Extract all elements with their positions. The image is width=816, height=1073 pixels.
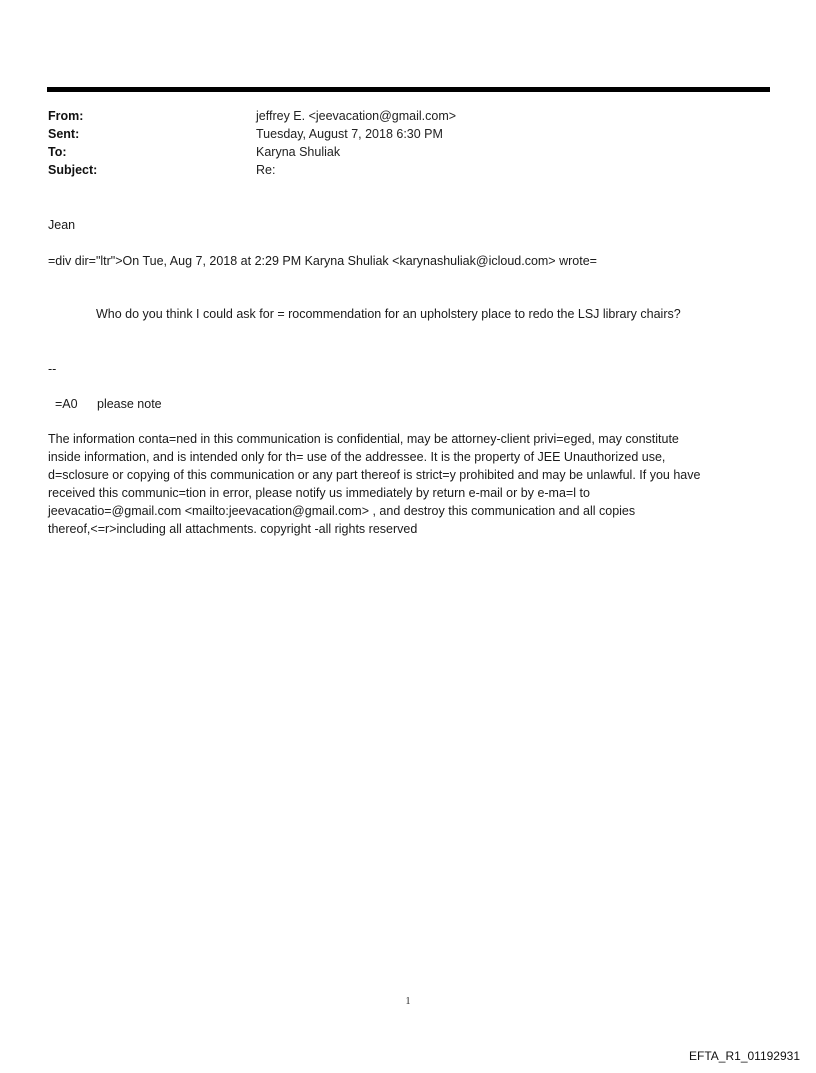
email-header [48, 107, 768, 179]
sent-row [48, 125, 768, 143]
header-divider [47, 87, 770, 92]
disclaimer-line: The information conta=ned in this communication is confidential, may be attorney-client privi=eged, may constitute [48, 432, 679, 446]
disclaimer-line: received this communic=tion in error, please notify us immediately by return e-mail or by e-ma=l to [48, 486, 590, 500]
sent-label: Sent: [48, 127, 80, 141]
page-number: 1 [405, 996, 411, 1007]
note-text: please note [97, 397, 162, 411]
from-row [48, 107, 768, 125]
subject-label: Subject: [48, 163, 98, 177]
signature-separator: -- [48, 362, 57, 376]
to-row [48, 143, 768, 161]
sent-value: Tuesday, August 7, 2018 6:30 PM [256, 127, 443, 141]
disclaimer-line: d=sclosure or copying of this communication or any part thereof is strict=y prohibited and may be unlawful. If you have [48, 468, 701, 482]
quoted-message: Who do you think I could ask for = rocommendation for an upholstery place to redo the LSJ library chairs? [96, 307, 681, 321]
bates-number: EFTA_R1_01192931 [689, 1049, 800, 1063]
subject-value: Re: [256, 163, 276, 177]
to-value: Karyna Shuliak [256, 145, 341, 159]
disclaimer-line: jeevacatio=@gmail.com <mailto:jeevacation@gmail.com> , and destroy this communication and all copies [48, 504, 636, 518]
disclaimer-line: thereof,<=r>including all attachments. copyright -all rights reserved [48, 522, 418, 536]
from-label: From: [48, 109, 84, 123]
note-marker: =A0 [55, 397, 78, 411]
disclaimer-line: inside information, and is intended only for th= use of the addressee. It is the property of JEE Unauthorized use, [48, 450, 666, 464]
to-label: To: [48, 145, 67, 159]
greeting: Jean [48, 218, 76, 232]
confidentiality-disclaimer [48, 430, 768, 538]
quote-intro: =div dir="ltr">On Tue, Aug 7, 2018 at 2:29 PM Karyna Shuliak <karynashuliak@icloud.com> wrote= [48, 254, 597, 268]
from-value: jeffrey E. <jeevacation@gmail.com> [256, 109, 457, 123]
subject-row [48, 161, 768, 179]
